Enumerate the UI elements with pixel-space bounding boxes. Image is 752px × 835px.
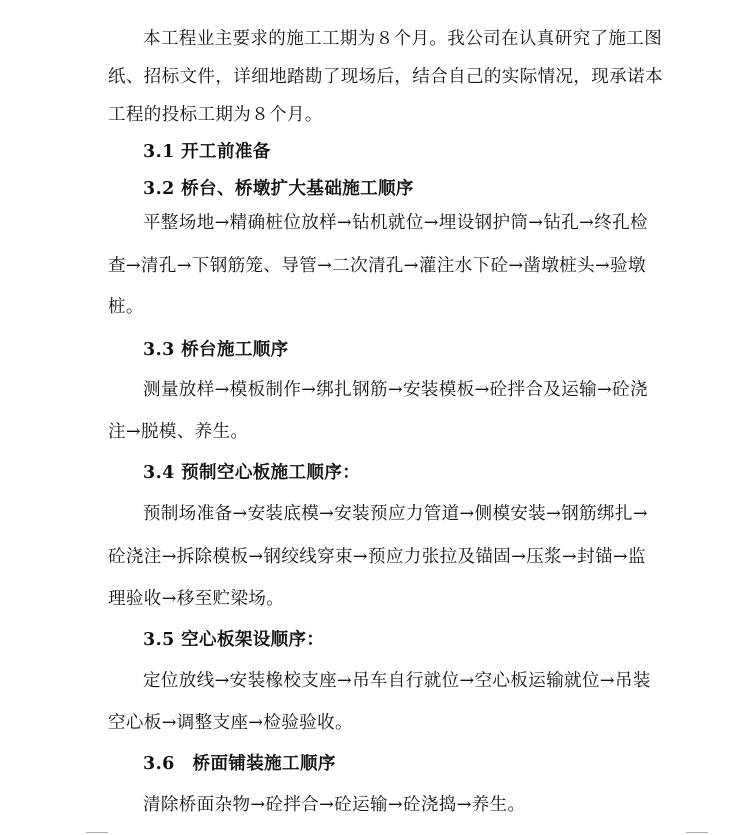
section-3-4-line-1: 预制场准备→安装底模→安装预应力管道→侧模安装→钢筋绑扎→ (143, 504, 648, 524)
page-corner-mark-left (86, 832, 108, 833)
intro-line-3: 工程的投标工期为８个月。 (108, 105, 323, 125)
heading-3-2: 3.2 桥台、桥墩扩大基础施工顺序 (143, 179, 414, 199)
section-3-5-line-1: 定位放线→安装橡校支座→吊车自行就位→空心板运输就位→吊装 (143, 671, 651, 691)
heading-3-6: 3.6 桥面铺装施工顺序 (143, 754, 336, 774)
intro-line-1: 本工程业主要求的施工工期为８个月。我公司在认真研究了施工图 (143, 29, 663, 49)
section-3-2-line-2: 查→清孔→下钢筋笼、导管→二次清孔→灌注水下砼→凿墩桩头→验墩 (108, 256, 646, 276)
section-3-3-line-1: 测量放样→模板制作→绑扎钢筋→安装模板→砼拌合及运输→砼浇 (143, 380, 648, 400)
heading-3-3: 3.3 桥台施工顺序 (143, 340, 289, 360)
page-corner-mark-right (686, 832, 708, 833)
section-3-4-line-2: 砼浇注→拆除模板→钢绞线穿束→预应力张拉及锚固→压浆→封锚→监 (108, 547, 646, 567)
intro-line-2: 纸、招标文件，详细地踏勘了现场后，结合自己的实际情况，现承诺本 (108, 67, 663, 87)
section-3-3-line-2: 注→脱模、养生。 (108, 422, 249, 442)
heading-3-1: 3.1 开工前准备 (143, 142, 271, 162)
heading-3-4: 3.4 预制空心板施工顺序： (143, 463, 361, 483)
section-3-4-line-3: 理验收→移至贮梁场。 (108, 589, 285, 609)
section-3-5-line-2: 空心板→调整支座→检验验收。 (108, 713, 353, 733)
section-3-2-line-3: 桩。 (108, 297, 144, 317)
heading-3-5: 3.5 空心板架设顺序： (143, 630, 325, 650)
section-3-6-line-1: 清除桥面杂物→砼拌合→砼运输→砼浇捣→养生。 (143, 795, 526, 815)
section-3-2-line-1: 平整场地→精确桩位放样→钻机就位→埋设钢护筒→钻孔→终孔检 (143, 213, 648, 233)
